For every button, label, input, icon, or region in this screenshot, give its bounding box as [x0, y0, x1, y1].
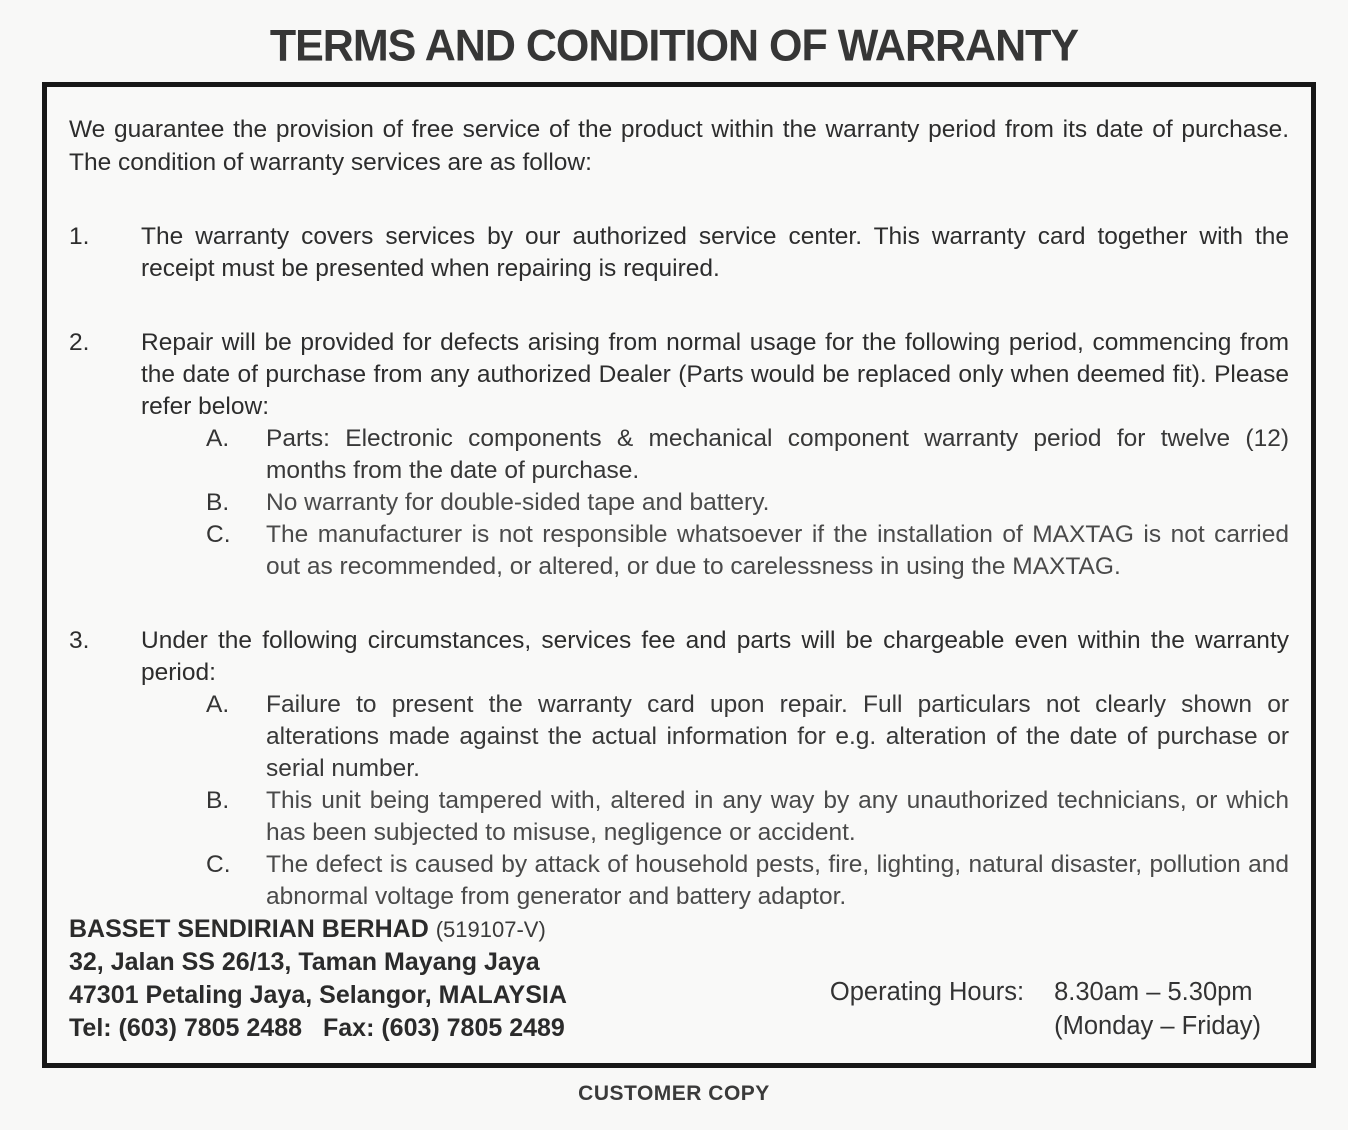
sub-item-3a: [206, 689, 1289, 785]
company-name-line: [69, 913, 567, 946]
company-address-line-2: 47301 Petaling Jaya, Selangor, MALAYSIA: [69, 981, 567, 1009]
intro-paragraph: We guarantee the provision of free service of the product within the warranty period from its date of purchase. The condition of warranty services are as follow:: [69, 116, 1289, 176]
sub-item-text: This unit being tampered with, altered in any way by any unauthorized technicians, or which has been subjected to misuse, negligence or accident.: [266, 787, 1289, 846]
customer-copy-label: CUSTOMER COPY: [578, 1082, 770, 1105]
sub-item-text: Failure to present the warranty card upon repair. Full particulars not clearly shown or alterations made against the actual information for e.g. alteration of the date of purchase or serial number.: [266, 691, 1289, 782]
document-title: TERMS AND CONDITION OF WARRANTY: [269, 20, 1079, 71]
operating-hours-days: (Monday – Friday): [1054, 1012, 1261, 1040]
company-contact-line: [69, 1012, 567, 1045]
term-item-3: [69, 625, 1289, 913]
company-registration: (519107-V): [435, 917, 546, 942]
sub-item-letter: B.: [206, 489, 230, 516]
term-text: Repair will be provided for defects arising from normal usage for the following period, commencing from the date of purchase from any authorized Dealer (Parts would be replaced only when deemed fit). Please refer below:: [141, 329, 1289, 420]
term-item-1: [69, 221, 1289, 285]
company-name: BASSET SENDIRIAN BERHAD: [69, 915, 429, 943]
sub-item-2b: [206, 487, 1289, 519]
footer-row: [69, 913, 1289, 1053]
sub-item-2c: [206, 519, 1289, 583]
warranty-terms-box: [42, 82, 1316, 1068]
company-fax: Fax: (603) 7805 2489: [322, 1014, 565, 1042]
company-tel: Tel: (603) 7805 2488: [69, 1014, 303, 1042]
term-text: The warranty covers services by our authorized service center. This warranty card together with the receipt must be presented when repairing is required.: [141, 223, 1289, 282]
sub-item-3b: [206, 785, 1289, 849]
sub-item-text: The defect is caused by attack of household pests, fire, lighting, natural disaster, pollution and abnormal voltage from generator and battery adaptor.: [266, 851, 1289, 910]
operating-hours-time: 8.30am – 5.30pm: [1054, 978, 1253, 1006]
sub-item-letter: A.: [206, 425, 230, 452]
term-number: 3.: [69, 627, 90, 654]
company-info-block: [69, 913, 567, 1045]
term-item-2: [69, 327, 1289, 583]
sub-item-letter: B.: [206, 787, 230, 814]
operating-hours-label: Operating Hours:: [829, 978, 1025, 1006]
sub-item-2a: [206, 423, 1289, 487]
sub-item-3c: [206, 849, 1289, 913]
term-text: Under the following circumstances, services fee and parts will be chargeable even within the warranty period:: [141, 627, 1289, 686]
term-number: 1.: [69, 223, 90, 250]
sub-item-text: The manufacturer is not responsible whatsoever if the installation of MAXTAG is not carried out as recommended, or altered, or due to carelessness in using the MAXTAG.: [266, 521, 1289, 580]
sub-item-text: No warranty for double-sided tape and battery.: [266, 489, 770, 516]
term-number: 2.: [69, 329, 90, 356]
sub-item-letter: C.: [206, 851, 231, 878]
sub-item-letter: A.: [206, 691, 230, 718]
sub-item-text: Parts: Electronic components & mechanical component warranty period for twelve (12) months from the date of purchase.: [266, 425, 1289, 484]
company-address-line-1: 32, Jalan SS 26/13, Taman Mayang Jaya: [69, 948, 540, 976]
operating-hours-block: [830, 975, 1261, 1043]
sub-item-letter: C.: [206, 521, 231, 548]
